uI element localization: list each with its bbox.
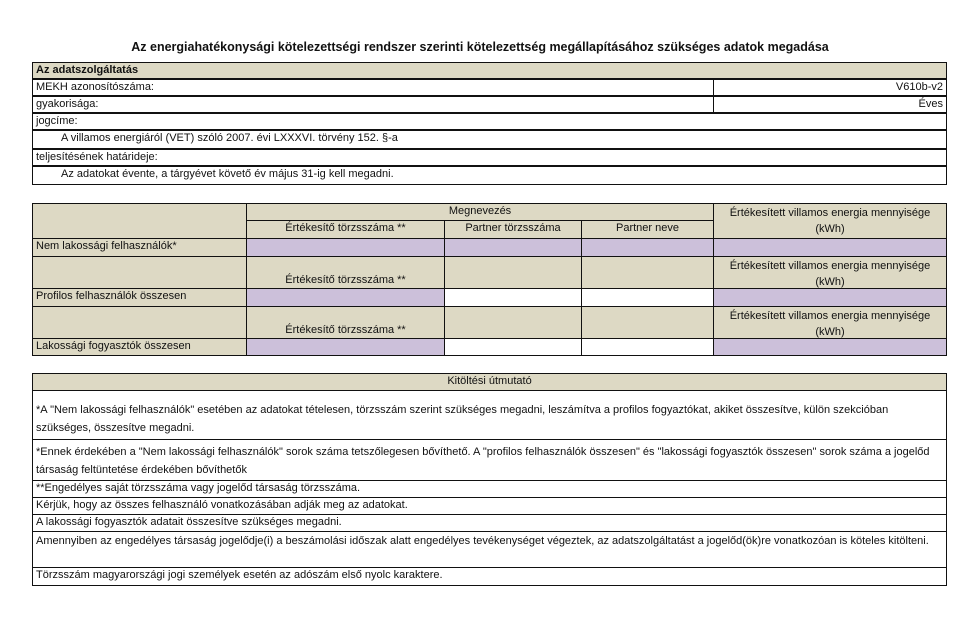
guide-item-7: Törzsszám magyarországi jogi személyek esetén az adószám első nyolc karaktere. xyxy=(32,567,947,586)
nonresidential-seller-input[interactable] xyxy=(246,238,445,257)
nonresidential-partner-id-input[interactable] xyxy=(444,238,582,257)
mekh-label: MEKH azonosítószáma: xyxy=(32,79,714,96)
row-residential-total-label: Lakossági fogyasztók összesen xyxy=(32,338,247,356)
frequency-value: Éves xyxy=(713,96,947,113)
residential-total-energy-input[interactable] xyxy=(713,338,947,356)
guide-header: Kitöltési útmutató xyxy=(32,373,947,391)
profile-total-seller-input[interactable] xyxy=(246,288,445,307)
guide-item-3: **Engedélyes saját törzsszáma vagy jogelőd társaság törzsszáma. xyxy=(32,480,947,498)
profile-total-blank xyxy=(444,288,582,307)
service-header: Az adatszolgáltatás xyxy=(32,62,947,79)
profile-seller-header: Értékesítő törzsszáma ** xyxy=(246,256,445,289)
row-profile-total-label: Profilos felhasználók összesen xyxy=(32,288,247,307)
col-partner-name-header: Partner neve xyxy=(581,220,714,239)
legal-basis-label: jogcíme: xyxy=(32,113,947,130)
col-partner-id-header: Partner törzsszáma xyxy=(444,220,582,239)
residential-subheader-blank-3 xyxy=(581,306,714,339)
profile-total-energy-input[interactable] xyxy=(713,288,947,307)
residential-subheader-blank xyxy=(32,306,247,339)
guide-item-5: A lakossági fogyasztók adatait összesítve szükséges megadni. xyxy=(32,514,947,532)
deadline-value: Az adatokat évente, a tárgyévet követő év május 31-ig kell megadni. xyxy=(32,166,947,185)
row-nonresidential-label: Nem lakossági felhasználók* xyxy=(32,238,247,257)
nonresidential-partner-name-input[interactable] xyxy=(581,238,714,257)
residential-seller-header: Értékesítő törzsszáma ** xyxy=(246,306,445,339)
deadline-label: teljesítésének határideje: xyxy=(32,149,947,166)
residential-total-seller-input[interactable] xyxy=(246,338,445,356)
page-title: Az energiahatékonysági kötelezettségi rendszer szerinti kötelezettség megállapításához szükséges adatok megadása xyxy=(131,40,829,54)
residential-subheader-blank-2 xyxy=(444,306,582,339)
legal-basis-value: A villamos energiáról (VET) szóló 2007. évi LXXXVI. törvény 152. §-a xyxy=(32,130,947,149)
residential-energy-header: Értékesített villamos energia mennyisége (kWh) xyxy=(713,306,947,339)
col-seller-header: Értékesítő törzsszáma ** xyxy=(246,220,445,239)
profile-subheader-blank-2 xyxy=(444,256,582,289)
residential-total-blank-2 xyxy=(581,338,714,356)
guide-item-1: *A "Nem lakossági felhasználók" esetében az adatokat tételesen, törzsszám szerint szükséges megadni, leszámítva a profilos fogyaztókat, akiket összesítve, külön szekcióban szükséges, összesítve megadni. xyxy=(32,390,947,440)
guide-item-2: *Ennek érdekében a "Nem lakossági felhasználók" sorok száma tetszőlegesen bővíthető. A "profilos felhasználók összesen" és "lakossági fogyasztók összesen" sorok száma a jogelőd társaság feltüntetése érdekében bővíthetők xyxy=(32,439,947,481)
guide-item-4: Kérjük, hogy az összes felhasználó vonatkozásában adják meg az adatokat. xyxy=(32,497,947,515)
table-corner-cell xyxy=(32,203,247,239)
profile-subheader-blank xyxy=(32,256,247,289)
col-energy-header: Értékesített villamos energia mennyisége (kWh) xyxy=(713,203,947,239)
frequency-label: gyakorisága: xyxy=(32,96,714,113)
guide-item-6: Amennyiben az engedélyes társaság jogelődje(i) a beszámolási időszak alatt engedélyes tevékenységet végeztek, az adatszolgáltatást a jogelőd(ök)re vonatkozóan is köteles kitölteni. xyxy=(32,531,947,568)
nonresidential-energy-input[interactable] xyxy=(713,238,947,257)
profile-subheader-blank-3 xyxy=(581,256,714,289)
profile-total-blank-2 xyxy=(581,288,714,307)
profile-energy-header: Értékesített villamos energia mennyisége (kWh) xyxy=(713,256,947,289)
residential-total-blank xyxy=(444,338,582,356)
megnevezes-header: Megnevezés xyxy=(246,203,714,221)
mekh-value: V610b-v2 xyxy=(713,79,947,96)
